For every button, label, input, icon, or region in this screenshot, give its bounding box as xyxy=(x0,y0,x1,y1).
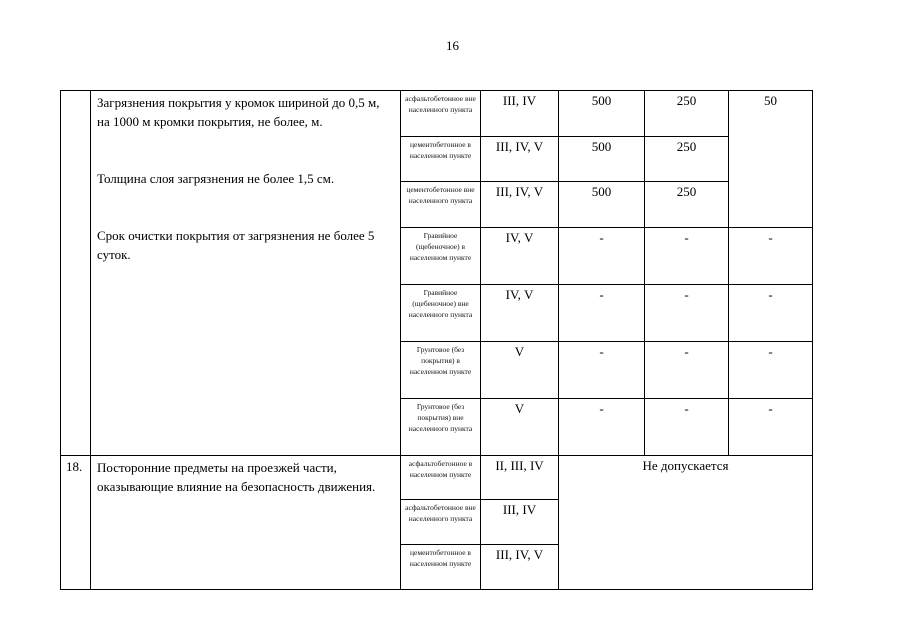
value-cell: - xyxy=(729,399,813,456)
requirement-cell: Не допускается xyxy=(559,456,813,590)
road-category-cell: II, III, IV xyxy=(481,456,559,500)
surface-type-cell: асфальтобетонное вне населенного пункта xyxy=(401,500,481,545)
surface-type-cell: асфальтобетонное вне населенного пункта xyxy=(401,91,481,137)
value-cell: 250 xyxy=(645,137,729,182)
row-number-cell xyxy=(61,91,91,456)
description-cell: Посторонние предметы на проезжей части, оказывающие влияние на безопасность движения. xyxy=(91,456,401,590)
description-text: Загрязнения покрытия у кромок шириной до 0,5 м, на 1000 м кромки покрытия, не более, м. xyxy=(97,95,380,129)
value-cell: - xyxy=(559,342,645,399)
surface-type-cell: асфальтобетонное в населенном пункте xyxy=(401,456,481,500)
surface-type-cell: цементобетонное в населенном пункте xyxy=(401,137,481,182)
description-text: Срок очистки покрытия от загрязнения не более 5 суток. xyxy=(97,228,375,262)
road-category-cell: III, IV, V xyxy=(481,137,559,182)
value-cell: - xyxy=(729,228,813,285)
value-cell: 500 xyxy=(559,91,645,137)
road-category-cell: III, IV xyxy=(481,500,559,545)
description-text: Толщина слоя загрязнения не более 1,5 см. xyxy=(97,171,335,186)
table-row xyxy=(61,91,813,137)
surface-type-cell: цементобетонное в населенном пункте xyxy=(401,545,481,590)
road-category-cell: V xyxy=(481,399,559,456)
value-cell: - xyxy=(729,342,813,399)
value-cell: - xyxy=(729,285,813,342)
value-cell: - xyxy=(559,399,645,456)
table-row xyxy=(61,456,813,500)
surface-type-cell: Грунтовое (без покрытия) в населенном пункте xyxy=(401,342,481,399)
surface-type-cell: Гравийное (щебеночное) в населенном пункте xyxy=(401,228,481,285)
value-cell: - xyxy=(645,399,729,456)
value-cell: 250 xyxy=(645,182,729,228)
value-cell: 250 xyxy=(645,91,729,137)
description-cell xyxy=(91,91,401,456)
row-number-cell: 18. xyxy=(61,456,91,590)
value-cell: 50 xyxy=(729,91,813,228)
road-category-cell: III, IV xyxy=(481,91,559,137)
surface-type-cell: Грунтовое (без покрытия) вне населенного пункта xyxy=(401,399,481,456)
surface-type-cell: Гравийное (щебеночное) вне населенного пункта xyxy=(401,285,481,342)
road-category-cell: III, IV, V xyxy=(481,182,559,228)
value-cell: - xyxy=(645,342,729,399)
value-cell: 500 xyxy=(559,182,645,228)
surface-type-cell: цементобетонное вне населенного пункта xyxy=(401,182,481,228)
road-category-cell: IV, V xyxy=(481,285,559,342)
value-cell: - xyxy=(645,285,729,342)
value-cell: - xyxy=(559,228,645,285)
road-category-cell: III, IV, V xyxy=(481,545,559,590)
page-number: 16 xyxy=(446,38,459,53)
value-cell: - xyxy=(559,285,645,342)
value-cell: 500 xyxy=(559,137,645,182)
requirements-table xyxy=(60,90,813,590)
road-category-cell: IV, V xyxy=(481,228,559,285)
value-cell: - xyxy=(645,228,729,285)
road-category-cell: V xyxy=(481,342,559,399)
